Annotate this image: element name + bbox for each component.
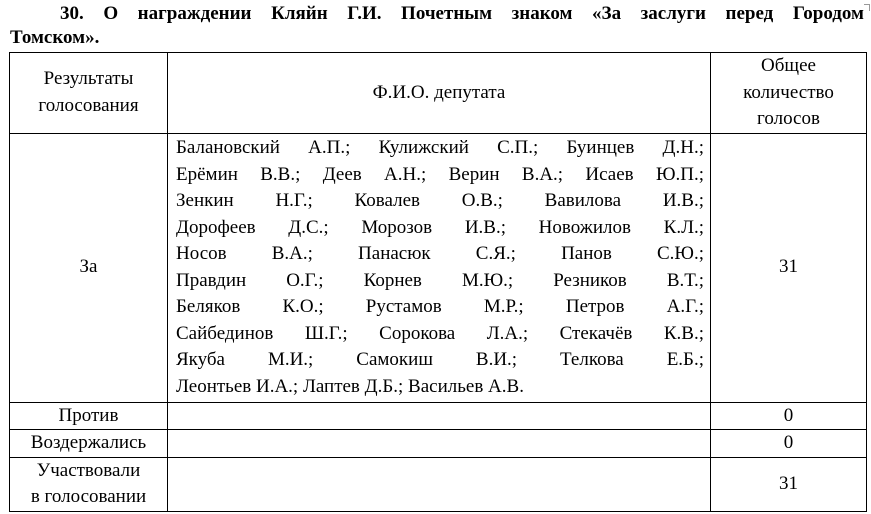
names-line: Балановский А.П.; Кулижский С.П.; Буинцев Д.Н.; <box>176 137 704 158</box>
resolution-heading <box>10 2 864 50</box>
names-line: Якуба М.И.; Самокиш В.И.; Телкова Е.Б.; <box>176 349 704 370</box>
row-participated-label <box>10 457 168 511</box>
row-abstained-label: Воздержались <box>10 430 168 458</box>
row-participated-names <box>168 457 711 511</box>
header-total-line-1: Общее <box>761 55 816 76</box>
row-abstained-count: 0 <box>711 430 867 458</box>
table-row-against <box>10 402 867 430</box>
row-for-names <box>168 133 711 402</box>
names-line: Беляков К.О.; Рустамов М.Р.; Петров А.Г.; <box>176 296 704 317</box>
names-line: Носов В.А.; Панасюк С.Я.; Панов С.Ю.; <box>176 243 704 264</box>
table-row-abstained <box>10 430 867 458</box>
row-for-count: 31 <box>711 133 867 402</box>
corner-mark-icon <box>864 4 870 11</box>
header-total-line-2: количество <box>743 81 834 103</box>
names-line: Ерёмин В.В.; Деев А.Н.; Верин В.А.; Исаев Ю.П.; <box>176 163 704 185</box>
row-against-label: Против <box>10 402 168 430</box>
names-line: Зенкин Н.Г.; Ковалев О.В.; Вавилова И.В.; <box>176 190 704 211</box>
participated-label-line-1: Участвовали <box>36 459 141 481</box>
table-header-row <box>10 53 867 134</box>
participated-label-line-2: в голосовании <box>30 486 147 507</box>
header-total <box>711 53 867 134</box>
header-results-line-2: голосования <box>38 94 139 116</box>
table-row-participated <box>10 457 867 511</box>
row-against-names <box>168 402 711 430</box>
row-participated-count: 31 <box>711 457 867 511</box>
heading-line-1: 30. О награждении Кляйн Г.И. Почетным знаком «За заслуги перед Городом <box>60 3 864 24</box>
row-against-count: 0 <box>711 402 867 430</box>
voting-results-table <box>9 52 867 512</box>
table-row-for <box>10 133 867 402</box>
names-line: Правдин О.Г.; Корнев М.Ю.; Резников В.Т.; <box>176 269 704 291</box>
header-deputy: Ф.И.О. депутата <box>168 53 711 134</box>
heading-line-2: Томском». <box>10 27 100 48</box>
row-abstained-names <box>168 430 711 458</box>
header-total-line-3: голосов <box>757 108 820 129</box>
names-line: Дорофеев Д.С.; Морозов И.В.; Новожилов К.Л.; <box>176 216 704 238</box>
row-for-label: За <box>10 133 168 402</box>
header-results-line-1: Результаты <box>43 68 134 90</box>
names-line: Сайбединов Ш.Г.; Сорокова Л.А.; Стекачёв К.В.; <box>176 322 704 344</box>
names-line: Леонтьев И.А.; Лаптев Д.Б.; Васильев А.В. <box>176 375 524 397</box>
header-results <box>10 53 168 134</box>
